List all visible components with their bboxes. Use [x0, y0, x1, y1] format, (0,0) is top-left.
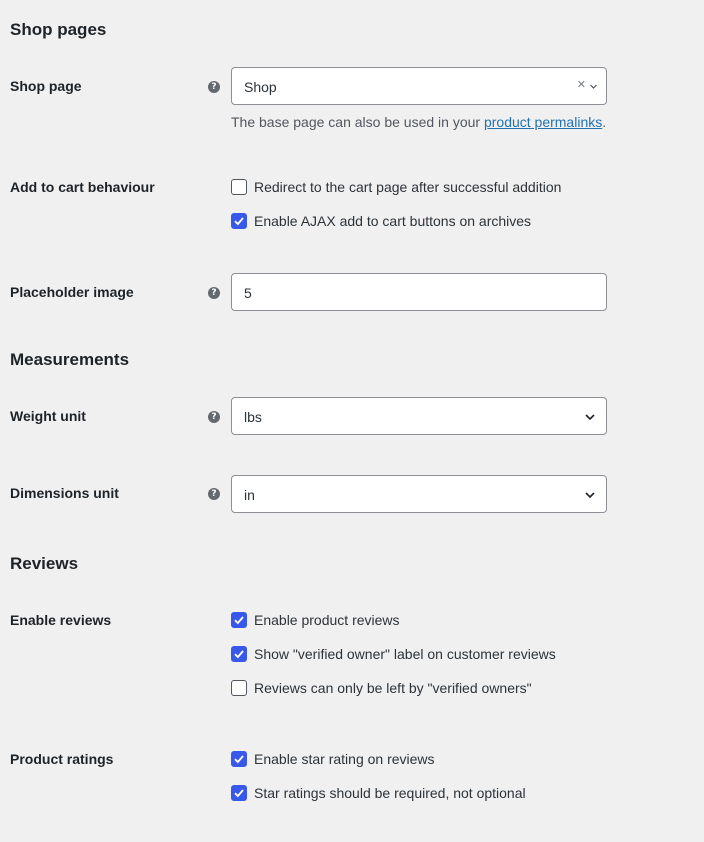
- add-to-cart-label: Add to cart behaviour: [10, 179, 155, 195]
- star-rating-required-checkbox[interactable]: [231, 785, 247, 801]
- enable-product-reviews-checkbox[interactable]: [231, 612, 247, 628]
- chevron-down-icon: [584, 411, 596, 423]
- enable-star-rating-option[interactable]: [231, 750, 435, 768]
- verified-owner-label-text: Show "verified owner" label on customer reviews: [254, 646, 556, 662]
- verified-owner-label-option[interactable]: [231, 645, 556, 663]
- shop-page-select[interactable]: [231, 67, 607, 105]
- star-rating-required-option[interactable]: [231, 784, 526, 802]
- checkmark-icon: [233, 787, 245, 799]
- dimensions-unit-select[interactable]: [231, 475, 607, 513]
- chevron-down-icon: [584, 489, 596, 501]
- enable-star-rating-label: Enable star rating on reviews: [254, 751, 435, 767]
- redirect-to-cart-label: Redirect to the cart page after successful addition: [254, 179, 562, 195]
- redirect-to-cart-checkbox[interactable]: [231, 179, 247, 195]
- product-permalinks-link[interactable]: product permalinks: [483, 114, 603, 130]
- help-icon[interactable]: ?: [208, 81, 220, 93]
- shop-page-description-text: The base page can also be used in your: [231, 114, 484, 130]
- verified-owners-only-option[interactable]: [231, 679, 532, 697]
- dimensions-unit-value: in: [244, 487, 255, 503]
- shop-page-select-value: Shop: [244, 79, 277, 95]
- star-rating-required-label: Star ratings should be required, not optional: [254, 785, 526, 801]
- shop-page-description: [231, 114, 606, 130]
- ajax-add-to-cart-option[interactable]: [231, 212, 531, 230]
- weight-unit-value: lbs: [244, 409, 262, 425]
- enable-reviews-label: Enable reviews: [10, 612, 112, 628]
- help-icon[interactable]: ?: [208, 287, 220, 299]
- checkmark-icon: [233, 215, 245, 227]
- placeholder-image-input[interactable]: [231, 273, 607, 311]
- ajax-add-to-cart-label: Enable AJAX add to cart buttons on archives: [254, 213, 532, 229]
- enable-star-rating-checkbox[interactable]: [231, 751, 247, 767]
- checkmark-icon: [233, 648, 245, 660]
- shop-page-label: Shop page: [10, 78, 82, 94]
- help-icon[interactable]: ?: [208, 411, 220, 423]
- verified-owner-label-checkbox[interactable]: [231, 646, 247, 662]
- ajax-add-to-cart-checkbox[interactable]: [231, 213, 247, 229]
- section-title-shop-pages: Shop pages: [10, 20, 107, 39]
- help-icon[interactable]: ?: [208, 488, 220, 500]
- section-title-reviews: Reviews: [10, 554, 79, 573]
- shop-page-description-suffix: .: [602, 114, 607, 130]
- dimensions-unit-label: Dimensions unit: [10, 485, 119, 501]
- placeholder-image-label: Placeholder image: [10, 284, 134, 300]
- placeholder-image-value: 5: [244, 285, 252, 301]
- section-title-measurements: Measurements: [10, 350, 130, 369]
- clear-icon[interactable]: ✕: [576, 78, 586, 91]
- verified-owners-only-label: Reviews can only be left by "verified owners": [254, 680, 532, 696]
- enable-product-reviews-option[interactable]: [231, 611, 400, 629]
- verified-owners-only-checkbox[interactable]: [231, 680, 247, 696]
- weight-unit-label: Weight unit: [10, 408, 86, 424]
- product-ratings-label: Product ratings: [10, 751, 114, 767]
- chevron-down-icon: [589, 82, 598, 91]
- checkmark-icon: [233, 614, 245, 626]
- checkmark-icon: [233, 753, 245, 765]
- enable-product-reviews-label: Enable product reviews: [254, 612, 400, 628]
- redirect-to-cart-option[interactable]: [231, 178, 561, 196]
- weight-unit-select[interactable]: [231, 397, 607, 435]
